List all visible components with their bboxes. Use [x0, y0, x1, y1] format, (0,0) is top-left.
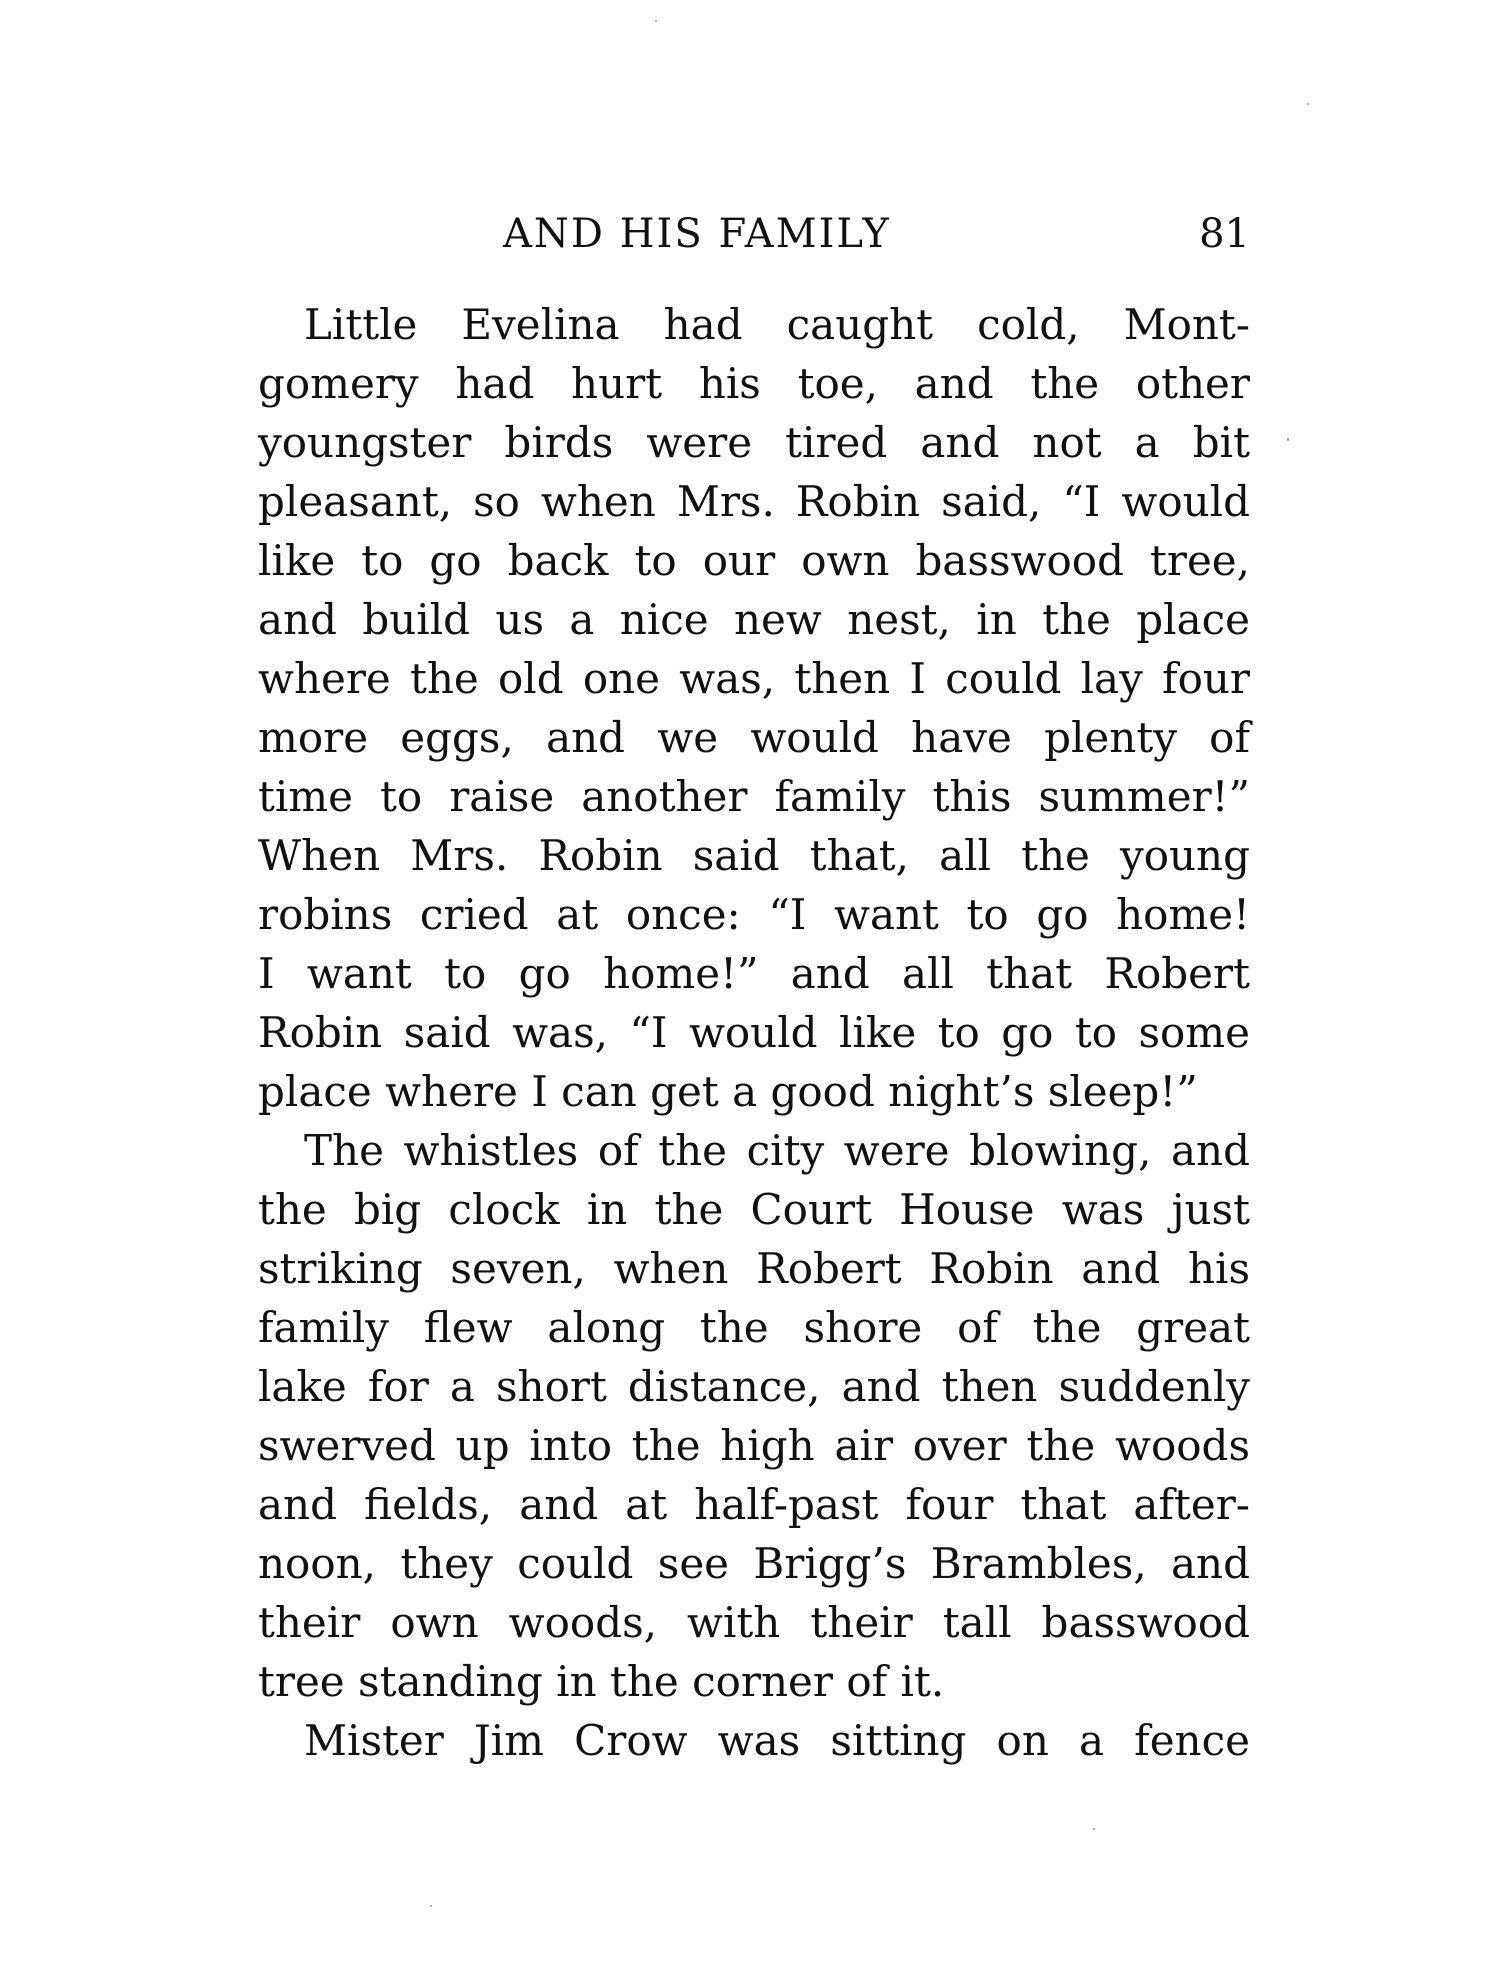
text-line: When Mrs. Robin said that, all the young	[258, 831, 1250, 880]
text-line: time to raise another family this summer!”	[258, 772, 1250, 821]
text-line: tree standing in the corner of it.	[258, 1657, 945, 1706]
text-line: like to go back to our own basswood tree,	[258, 536, 1250, 585]
text-line: pleasant, so when Mrs. Robin said, “I would	[258, 477, 1250, 526]
body-text	[258, 295, 1250, 1770]
page-number: 81	[1199, 211, 1250, 257]
text-line: swerved up into the high air over the woods	[258, 1421, 1250, 1470]
paragraph-3	[258, 1711, 1250, 1770]
text-line: lake for a short distance, and then suddenly	[258, 1362, 1250, 1411]
paragraph-2	[258, 1121, 1250, 1711]
running-head	[258, 204, 1250, 264]
text-line: their own woods, with their tall basswood	[258, 1598, 1250, 1647]
text-line: gomery had hurt his toe, and the other	[258, 359, 1250, 408]
text-line: striking seven, when Robert Robin and his	[258, 1244, 1250, 1293]
text-line: Mister Jim Crow was sitting on a fence	[304, 1716, 1250, 1765]
scan-speck	[1307, 103, 1309, 105]
text-line: I want to go home!” and all that Robert	[258, 949, 1250, 998]
text-line: and build us a nice new nest, in the place	[258, 595, 1250, 644]
text-line: robins cried at once: “I want to go home!	[258, 890, 1250, 939]
scan-speck	[430, 1905, 432, 1907]
scan-speck	[1093, 1828, 1095, 1830]
text-line: The whistles of the city were blowing, and	[304, 1126, 1250, 1175]
scan-speck	[655, 20, 657, 22]
scan-speck	[1287, 438, 1289, 441]
text-line: and fields, and at half-past four that after-	[258, 1480, 1250, 1529]
text-line: family flew along the shore of the great	[258, 1303, 1250, 1352]
running-title: AND HIS FAMILY	[503, 211, 891, 257]
text-line: more eggs, and we would have plenty of	[258, 713, 1250, 762]
text-line: Little Evelina had caught cold, Mont-	[304, 300, 1250, 349]
paragraph-1	[258, 295, 1250, 1121]
text-line: the big clock in the Court House was just	[258, 1185, 1250, 1234]
text-line: youngster birds were tired and not a bit	[258, 418, 1250, 467]
text-line: place where I can get a good night’s sleep!”	[258, 1067, 1198, 1116]
text-line: noon, they could see Brigg’s Brambles, and	[258, 1539, 1250, 1588]
text-line: where the old one was, then I could lay four	[258, 654, 1250, 703]
text-line: Robin said was, “I would like to go to some	[258, 1008, 1250, 1057]
